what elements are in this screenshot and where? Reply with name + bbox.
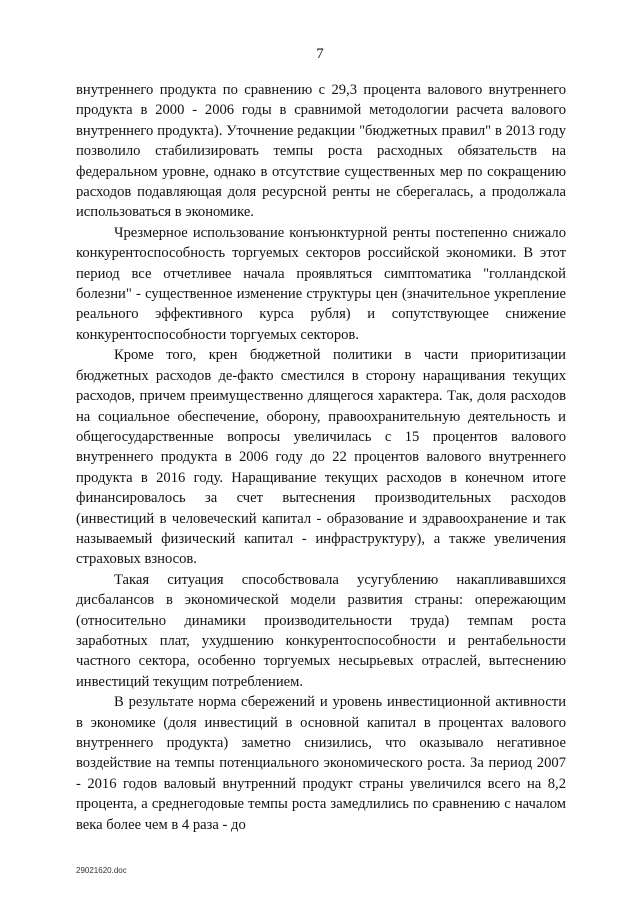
paragraph-continuation: внутреннего продукта по сравнению с 29,3 процента валового внутреннего продукта в 2000 - 2006 годы в сравнимой методологии расчета валового внутреннего продукта). Уточнение редакции "бюджетных правил" в 2013 году позволило стабилизировать темпы роста расходных обязательств на федеральном уровне, однако в отсутствие существенных мер по сокращению расходов подавляющая доля ресурсной ренты не сберегалась, а продолжала использоваться в экономике. xyxy=(76,82,566,221)
page-number: 7 xyxy=(316,46,324,62)
paragraph-budget-priorities: Кроме того, крен бюджетной политики в части приоритизации бюджетных расходов де-факто сместился в сторону наращивания текущих расходов, причем преимущественно длящегося характера. Так, доля расходов на социальное обеспечение, оборону, правоохранительную деятельность и общегосударственные вопросы увеличилась с 15 процентов валового внутреннего продукта в 2006 году до 22 процентов валового внутреннего продукта в 2016 году. Наращивание текущих расходов в конечном итоге финансировалось за счет вытеснения производительных расходов (инвестиций в человеческий капитал - образование и здравоохранение и так называемый физический капитал - инфраструктуру), а также увеличения страховых взносов. xyxy=(76,347,566,568)
footer-filename: 29021620.doc xyxy=(76,866,127,875)
paragraph-imbalances: Такая ситуация способствовала усугублению накапливавшихся дисбалансов в экономической модели развития страны: опережающим (относительно динамики производительности труда) темпам роста заработных плат, ухудшению конкурентоспособности и рентабельности частного сектора, особенно торгуемых несырьевых отраслей, вытеснению инвестиций текущим потреблением. xyxy=(76,571,566,690)
document-body xyxy=(76,80,566,835)
paragraph-investment-decline: В результате норма сбережений и уровень инвестиционной активности в экономике (доля инвестиций в основной капитал в процентах валового внутреннего продукта) заметно снизились, что оказывало негативное воздействие на темпы потенциального экономического роста. За период 2007 - 2016 годов валовый внутренний продукт страны увеличился всего на 8,2 процента, а среднегодовые темпы роста замедлились по сравнению с началом века более чем в 4 раза - до xyxy=(76,694,566,833)
paragraph-dutch-disease: Чрезмерное использование конъюнктурной ренты постепенно снижало конкурентоспособность торгуемых секторов российской экономики. В этот период все отчетливее начала проявляться симптоматика "голландской болезни" - существенное изменение структуры цен (значительное укрепление реального эффективного курса рубля) и сопутствующее снижение конкурентоспособности торгуемых секторов. xyxy=(76,224,566,343)
